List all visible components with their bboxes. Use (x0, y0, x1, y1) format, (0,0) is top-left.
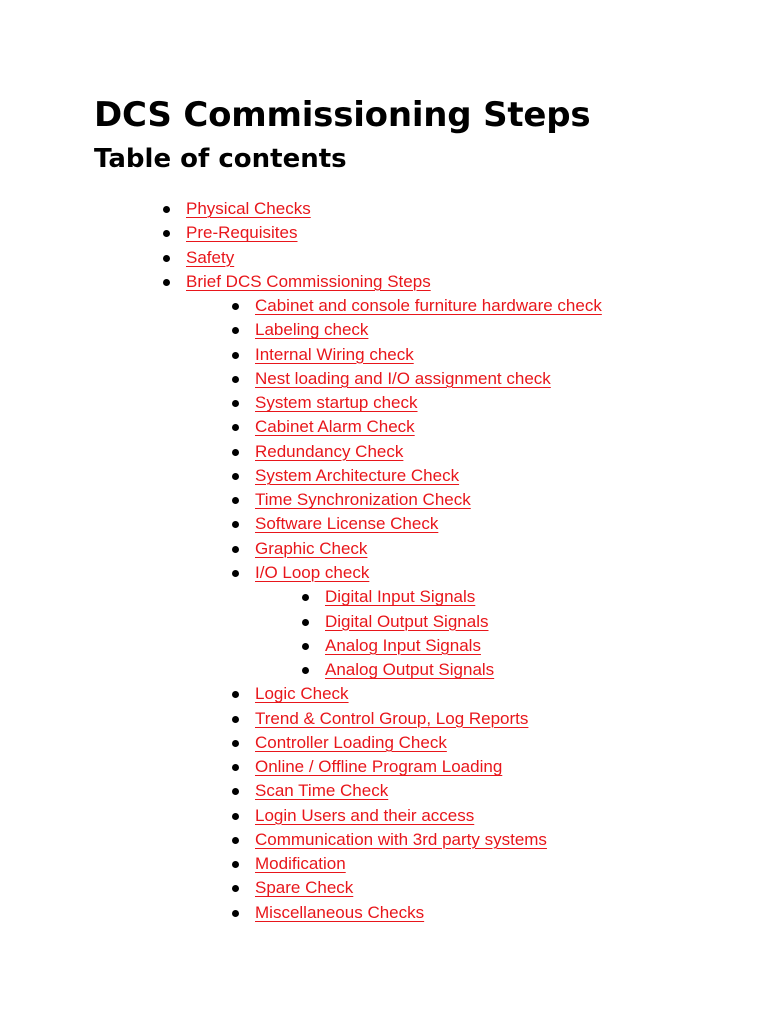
toc-item (0, 585, 768, 609)
toc-item (0, 270, 768, 294)
toc-link[interactable]: Communication with 3rd party systems (255, 829, 547, 849)
bullet-icon (302, 667, 309, 674)
toc-link[interactable]: Logic Check (255, 684, 349, 704)
toc-link[interactable]: Cabinet Alarm Check (255, 417, 415, 437)
bullet-icon (232, 788, 239, 795)
bullet-icon (232, 400, 239, 407)
toc-item (0, 682, 768, 706)
toc-item (0, 731, 768, 755)
toc-item (0, 901, 768, 925)
toc-item (0, 343, 768, 367)
toc-item (0, 197, 768, 221)
bullet-icon (232, 885, 239, 892)
toc-link[interactable]: Time Synchronization Check (255, 490, 471, 510)
toc-link[interactable]: Online / Offline Program Loading (255, 757, 503, 777)
toc-item (0, 804, 768, 828)
bullet-icon (302, 643, 309, 650)
toc-link[interactable]: I/O Loop check (255, 562, 370, 582)
bullet-icon (232, 473, 239, 480)
bullet-icon (232, 327, 239, 334)
bullet-icon (163, 279, 170, 286)
toc-item (0, 246, 768, 270)
toc-item (0, 415, 768, 439)
toc-item (0, 707, 768, 731)
toc-link[interactable]: Spare Check (255, 878, 354, 898)
bullet-icon (232, 424, 239, 431)
toc-link[interactable]: Brief DCS Commissioning Steps (186, 271, 431, 291)
toc-item (0, 658, 768, 682)
toc-item (0, 464, 768, 488)
bullet-icon (232, 376, 239, 383)
bullet-icon (232, 813, 239, 820)
toc-link[interactable]: Controller Loading Check (255, 732, 447, 752)
toc-item (0, 440, 768, 464)
bullet-icon (232, 521, 239, 528)
bullet-icon (163, 255, 170, 262)
bullet-icon (232, 691, 239, 698)
bullet-icon (232, 861, 239, 868)
bullet-icon (232, 449, 239, 456)
toc-item (0, 779, 768, 803)
toc-link[interactable]: Miscellaneous Checks (255, 902, 425, 922)
bullet-icon (163, 230, 170, 237)
toc-link[interactable]: Scan Time Check (255, 781, 389, 801)
toc-item (0, 755, 768, 779)
toc-link[interactable]: Digital Output Signals (325, 611, 489, 631)
toc-link[interactable]: Graphic Check (255, 538, 368, 558)
toc-link[interactable]: Modification (255, 854, 346, 874)
bullet-icon (163, 206, 170, 213)
toc-item (0, 876, 768, 900)
bullet-icon (302, 619, 309, 626)
bullet-icon (232, 303, 239, 310)
toc-item (0, 221, 768, 245)
toc-link[interactable]: Redundancy Check (255, 441, 404, 461)
toc-link[interactable]: Nest loading and I/O assignment check (255, 368, 551, 388)
bullet-icon (232, 570, 239, 577)
toc-item (0, 634, 768, 658)
bullet-icon (232, 352, 239, 359)
toc-link[interactable]: Digital Input Signals (325, 587, 476, 607)
toc-link[interactable]: Labeling check (255, 320, 369, 340)
toc-link[interactable]: Login Users and their access (255, 805, 475, 825)
bullet-icon (232, 764, 239, 771)
toc-item (0, 512, 768, 536)
toc-item (0, 488, 768, 512)
bullet-icon (232, 716, 239, 723)
toc-heading: Table of contents (94, 144, 347, 174)
toc-link[interactable]: Analog Output Signals (325, 660, 495, 680)
toc-link[interactable]: Software License Check (255, 514, 439, 534)
toc-item (0, 828, 768, 852)
toc-link[interactable]: Cabinet and console furniture hardware check (255, 296, 602, 316)
toc-link[interactable]: Safety (186, 247, 235, 267)
toc-item (0, 367, 768, 391)
toc-item (0, 318, 768, 342)
toc-item (0, 852, 768, 876)
toc-link[interactable]: Pre-Requisites (186, 223, 298, 243)
toc-item (0, 294, 768, 318)
bullet-icon (232, 497, 239, 504)
bullet-icon (232, 910, 239, 917)
toc-item (0, 391, 768, 415)
toc-link[interactable]: System startup check (255, 393, 418, 413)
toc-link[interactable]: System Architecture Check (255, 465, 460, 485)
toc-link[interactable]: Internal Wiring check (255, 344, 414, 364)
table-of-contents-list (0, 197, 768, 925)
bullet-icon (302, 594, 309, 601)
bullet-icon (232, 546, 239, 553)
toc-item (0, 610, 768, 634)
toc-item (0, 561, 768, 585)
toc-link[interactable]: Analog Input Signals (325, 635, 481, 655)
document-title: DCS Commissioning Steps (94, 95, 591, 135)
toc-link[interactable]: Trend & Control Group, Log Reports (255, 708, 529, 728)
toc-link[interactable]: Physical Checks (186, 199, 311, 218)
toc-item (0, 537, 768, 561)
bullet-icon (232, 740, 239, 747)
bullet-icon (232, 837, 239, 844)
